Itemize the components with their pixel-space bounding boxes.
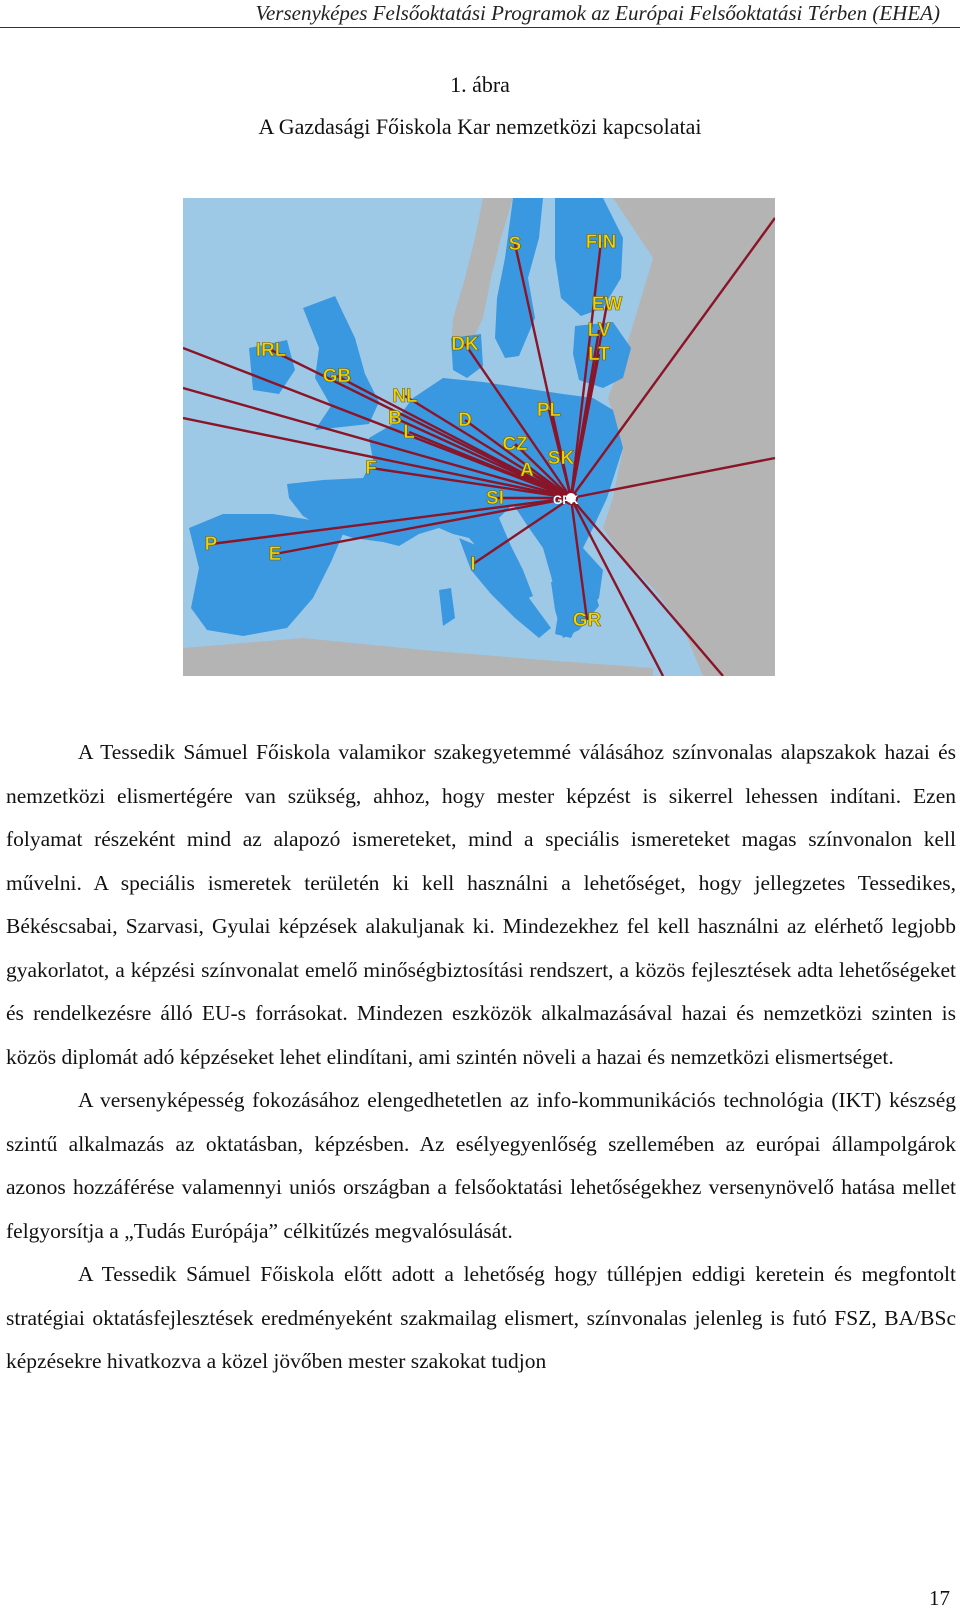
figure-number: 1. ábra <box>450 72 510 97</box>
country-label-dk: DK <box>451 334 479 355</box>
europe-connections-map <box>183 198 775 676</box>
country-label-p: P <box>204 534 218 555</box>
country-label-b: B <box>388 408 402 429</box>
country-label-si: SI <box>486 488 504 509</box>
country-label-ew: EW <box>591 294 623 315</box>
country-label-l: L <box>403 422 415 443</box>
country-label-f: F <box>365 458 377 479</box>
country-label-fin: FIN <box>585 232 617 253</box>
paragraph-1: A Tessedik Sámuel Főiskola valamikor szakegyetemmé válásához színvonalas alapszakok hazai és nemzetközi elismertégére van szükség, ahhoz, hogy mester képzést is sikerrel lehessen indítani. Ezen folyamat részeként mind az alapozó ismereteket, mind a speciális ismereteket magas színvonalon kell művelni. A speciális ismeretek területén ki kell használni a lehetőséget, hogy jellegzetes Tessedikes, Békéscsabai, Szarvasi, Gyulai képzések alakuljanak ki. Mindezekhez fel kell használni az elérhető legjobb gyakorlatot, a képzési színvonalat emelő minőségbiztosítási rendszert, a közös fejlesztések adta lehetőségeket és rendelkezésre álló EU-s forrásokat. Mindezen eszközök alkalmazásával hazai és nemzetközi szinten is közös diplomát adó képzéseket lehet elindítani, ami szintén növeli a hazai és nemzetközi elismertséget. <box>6 740 956 1069</box>
figure-title: A Gazdasági Főiskola Kar nemzetközi kapcsolatai <box>258 114 702 139</box>
country-label-i: I <box>470 554 476 575</box>
country-label-lt: LT <box>588 344 610 365</box>
country-label-sk: SK <box>547 448 575 469</box>
country-label-d: D <box>458 410 472 431</box>
country-label-cz: CZ <box>502 434 528 455</box>
gfk-hub-marker <box>553 492 579 507</box>
country-label-gr: GR <box>572 610 602 631</box>
country-label-irl: IRL <box>255 340 287 361</box>
country-label-e: E <box>268 544 282 565</box>
country-label-gb: GB <box>322 366 352 387</box>
country-label-nl: NL <box>392 386 418 407</box>
body-text <box>6 731 956 1384</box>
paragraph-2: A versenyképesség fokozásához elengedhetetlen az info-kommunikációs technológia (IKT) készség szintű alkalmazás az oktatásban, képzésben. Az esélyegyenlőség szellemében az európai állampolgárok azonos hozzáférése valamennyi uniós országban a felsőoktatási lehetőségekhez versenynövelő hatása mellet felgyorsítja a „Tudás Európája” célkitűzés megvalósulását. <box>6 1088 956 1243</box>
country-label-a: A <box>520 460 534 481</box>
paragraph-3: A Tessedik Sámuel Főiskola előtt adott a lehetőség hogy túllépjen eddigi keretein és megfontolt stratégiai oktatásfejlesztések eredményeként szakmailag elismert, színvonalas jelenleg is futó FSZ, BA/BSc képzésekre hivatkozva a közel jövőben mester szakokat tudjon <box>6 1262 956 1373</box>
country-label-s: S <box>508 234 522 255</box>
running-header: Versenyképes Felsőoktatási Programok az Európai Felsőoktatási Térben (EHEA) <box>0 0 960 28</box>
page-number: 17 <box>929 1586 950 1610</box>
country-label-pl: PL <box>536 400 562 421</box>
country-label-lv: LV <box>587 320 611 341</box>
gfk-hub-label: GFK <box>553 493 579 507</box>
